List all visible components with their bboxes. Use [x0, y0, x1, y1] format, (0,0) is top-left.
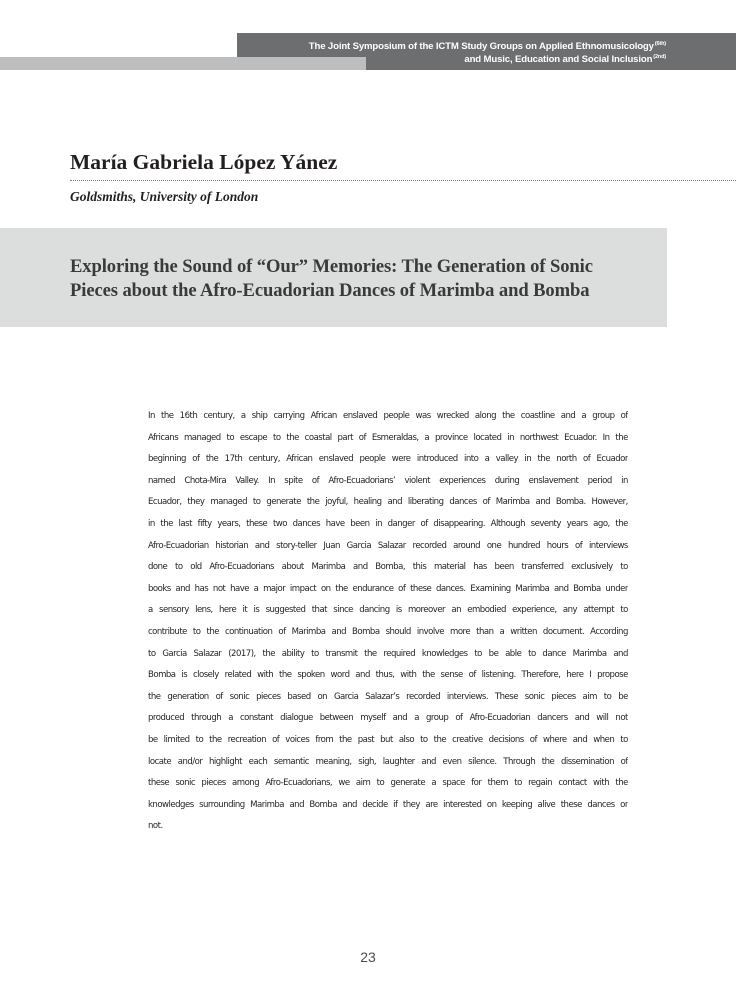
header-line-1-sup: (6th) [654, 41, 666, 47]
header-line-2-sup: (2nd) [653, 54, 666, 60]
paper-title [70, 255, 660, 303]
abstract-line: named Chota-Mira Valley. In spite of Afro-Ecuadorians’ violent experiences during enslavement period in [148, 474, 628, 486]
abstract-line: in the last fifty years, these two dances have been in danger of disappearing. Although seventy years ago, the [148, 517, 628, 529]
abstract-line: a sensory lens, here it is suggested that since dancing is moreover an embodied experience, any attempt to [148, 604, 628, 616]
author-name: María Gabriela López Yánez [70, 150, 338, 174]
title-line: Exploring the Sound of “Our” Memories: The Generation of Sonic [70, 256, 593, 277]
dotted-divider [70, 180, 736, 181]
abstract-line: be limited to the recreation of voices from the past but also to the creative decisions of where and when to [148, 733, 628, 745]
abstract-line: Africans managed to escape to the coastal part of Esmeraldas, a province located in northwest Ecuador. In the [148, 431, 628, 443]
abstract-line: beginning of the 17th century, African enslaved people were introduced into a valley in the north of Ecuador [148, 453, 628, 465]
header-line-2 [464, 51, 666, 66]
title-line: Pieces about the Afro-Ecuadorian Dances of Marimba and Bomba [70, 280, 590, 301]
abstract-line: Bomba is closely related with the spoken word and thus, with the sense of listening. Therefore, here I propose [148, 669, 628, 681]
header-bar-light [0, 57, 366, 70]
abstract-line: locate and/or highlight each semantic meaning, sigh, laughter and even silence. Through the dissemination of [148, 755, 628, 767]
abstract-line: knowledges surrounding Marimba and Bomba and decide if they are interested on keeping alive these dances or [148, 798, 628, 810]
abstract-line: not. [148, 820, 163, 832]
header-line-2-text: and Music, Education and Social Inclusion [464, 54, 653, 65]
abstract-line: produced through a constant dialogue between myself and a group of Afro-Ecuadorian dancers and will not [148, 712, 628, 724]
abstract-line: Afro-Ecuadorian historian and story-teller Juan Garcia Salazar recorded around one hundred hours of interviews [148, 539, 628, 551]
abstract-body [148, 405, 628, 837]
abstract-line: done to old Afro-Ecuadorians about Marimba and Bomba, this material has been transferred exclusively to [148, 561, 628, 573]
abstract-line: the generation of sonic pieces based on Garcia Salazar’s recorded interviews. These sonic pieces aim to be [148, 690, 628, 702]
abstract-line: to Garcia Salazar (2017), the ability to transmit the required knowledges to be able to dance Marimba and [148, 647, 628, 659]
abstract-line: contribute to the continuation of Marimba and Bomba should involve more than a written document. According [148, 625, 628, 637]
abstract-line: books and has not have a major impact on the endurance of these dances. Examining Marimba and Bomba under [148, 582, 628, 594]
abstract-line: these sonic pieces among Afro-Ecuadorians, we aim to generate a space for them to regain contact with the [148, 777, 628, 789]
header-line-1-text: The Joint Symposium of the ICTM Study Groups on Applied Ethnomusicology [308, 41, 654, 52]
abstract-line: Ecuador, they managed to generate the joyful, healing and liberating dances of Marimba and Bomba. However, [148, 496, 628, 508]
abstract-line: In the 16th century, a ship carrying African enslaved people was wrecked along the coastline and a group of [148, 410, 628, 421]
author-affiliation: Goldsmiths, University of London [70, 189, 259, 204]
page-number: 23 [360, 949, 376, 965]
